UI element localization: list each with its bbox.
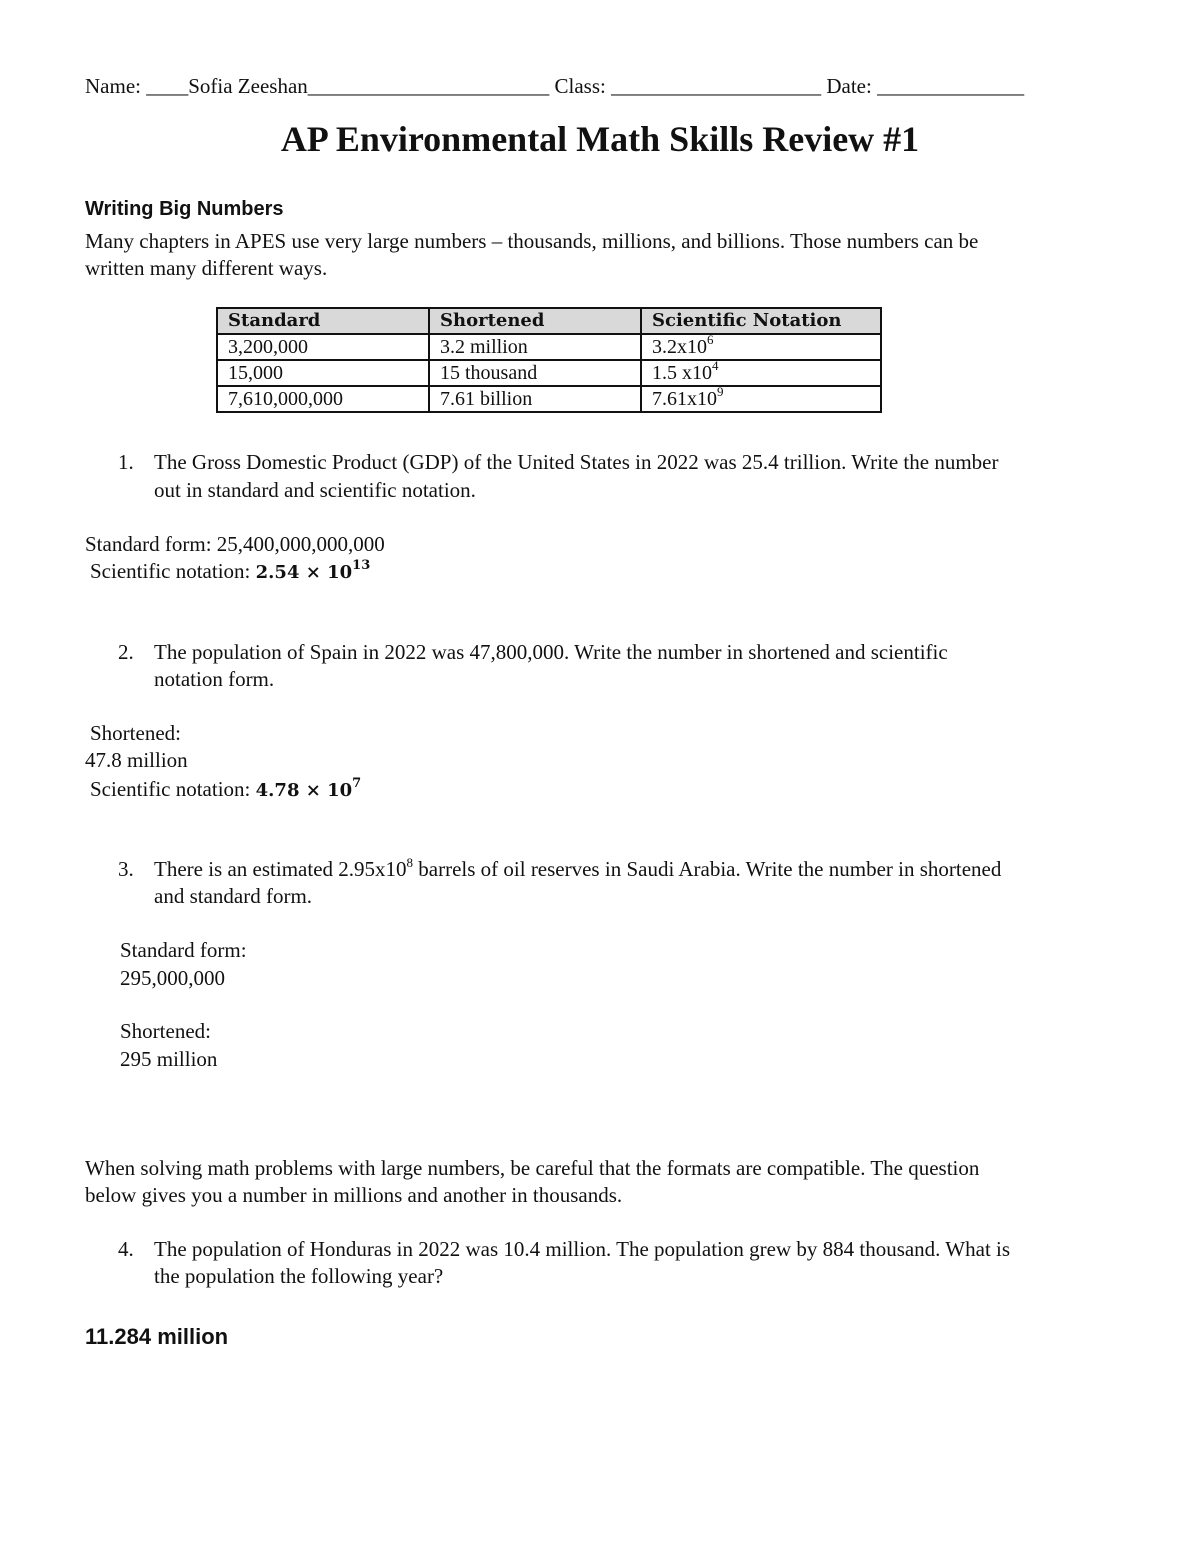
table-cell: 15 thousand <box>429 360 641 386</box>
intro-line-1: Many chapters in APES use very large numbers – thousands, millions, and billions. Those numbers can be <box>85 229 979 253</box>
table-cell: 7.61 billion <box>429 386 641 412</box>
question-4-line-2: the population the following year? <box>154 1264 444 1288</box>
question-3-line-1 <box>154 856 1124 883</box>
table-cell <box>641 360 881 386</box>
student-info-line: Name: ____Sofia Zeeshan_______________________ Class: ____________________ Date: ______________ <box>85 74 1025 98</box>
sci-exponent: 4 <box>712 358 719 373</box>
answer-1-sci-base: 2.54 × 10 <box>255 562 353 583</box>
question-3-line-2: and standard form. <box>154 884 313 908</box>
table-header-cell: Standard <box>217 308 429 334</box>
question-3-text-pre: There is an estimated 2.95x10 <box>154 857 407 881</box>
answer-3-standard-label: Standard form: <box>120 938 247 962</box>
table-cell: 3.2 million <box>429 334 641 360</box>
section-heading: Writing Big Numbers <box>85 198 284 220</box>
table-cell: 7,610,000,000 <box>217 386 429 412</box>
answer-1-sci-exponent: 13 <box>352 558 371 573</box>
table-row <box>217 360 881 386</box>
answer-2-sci-label: Scientific notation: <box>90 777 256 801</box>
table-cell: 15,000 <box>217 360 429 386</box>
answer-3-shortened-value: 295 million <box>120 1047 218 1071</box>
table-row <box>217 386 881 412</box>
compat-note-line-1: When solving math problems with large numbers, be careful that the formats are compatible. The question <box>85 1156 980 1180</box>
question-3-number: 3. <box>118 857 134 881</box>
sci-base: 3.2x10 <box>652 336 707 358</box>
question-3-exponent: 8 <box>406 855 414 870</box>
sci-exponent: 9 <box>717 384 724 399</box>
answer-2-shortened-value: 47.8 million <box>85 748 188 772</box>
number-formats-table <box>216 307 882 413</box>
answer-4: 11.284 million <box>85 1324 229 1349</box>
sci-base: 7.61x10 <box>652 388 717 410</box>
table-header-cell: Shortened <box>429 308 641 334</box>
table-header-row <box>217 308 881 334</box>
compat-note-line-2: below gives you a number in millions and another in thousands. <box>85 1183 623 1207</box>
answer-2-shortened-label: Shortened: <box>90 721 181 745</box>
question-2-number: 2. <box>118 640 134 664</box>
table-header-cell: Scientific Notation <box>641 308 881 334</box>
table-cell: 3,200,000 <box>217 334 429 360</box>
question-4-line-1: The population of Honduras in 2022 was 10.4 million. The population grew by 884 thousand. What is <box>154 1237 1011 1261</box>
question-1-line-2: out in standard and scientific notation. <box>154 478 476 502</box>
table-cell <box>641 334 881 360</box>
table-row <box>217 334 881 360</box>
intro-line-2: written many different ways. <box>85 256 328 280</box>
answer-1-standard: Standard form: 25,400,000,000,000 <box>85 532 385 556</box>
answer-3-standard-value: 295,000,000 <box>120 966 225 990</box>
question-1-number: 1. <box>118 450 134 474</box>
answer-2-sci-exponent: 7 <box>352 776 362 791</box>
question-2-line-2: notation form. <box>154 667 275 691</box>
answer-2-sci-base: 4.78 × 10 <box>255 780 353 801</box>
answer-3-shortened-label: Shortened: <box>120 1019 211 1043</box>
question-1-line-1: The Gross Domestic Product (GDP) of the United States in 2022 was 25.4 trillion. Write the number <box>154 450 999 474</box>
answer-1-scientific <box>90 558 370 586</box>
answer-2-scientific <box>90 776 361 804</box>
question-2-line-1: The population of Spain in 2022 was 47,800,000. Write the number in shortened and scientific <box>154 640 948 664</box>
table-cell <box>641 386 881 412</box>
sci-exponent: 6 <box>707 332 714 347</box>
question-3-text-post: barrels of oil reserves in Saudi Arabia. Write the number in shortened <box>413 857 1002 881</box>
answer-1-sci-label: Scientific notation: <box>90 559 256 583</box>
page-title: AP Environmental Math Skills Review #1 <box>280 119 920 159</box>
question-4-number: 4. <box>118 1237 134 1261</box>
sci-base: 1.5 x10 <box>652 362 712 384</box>
